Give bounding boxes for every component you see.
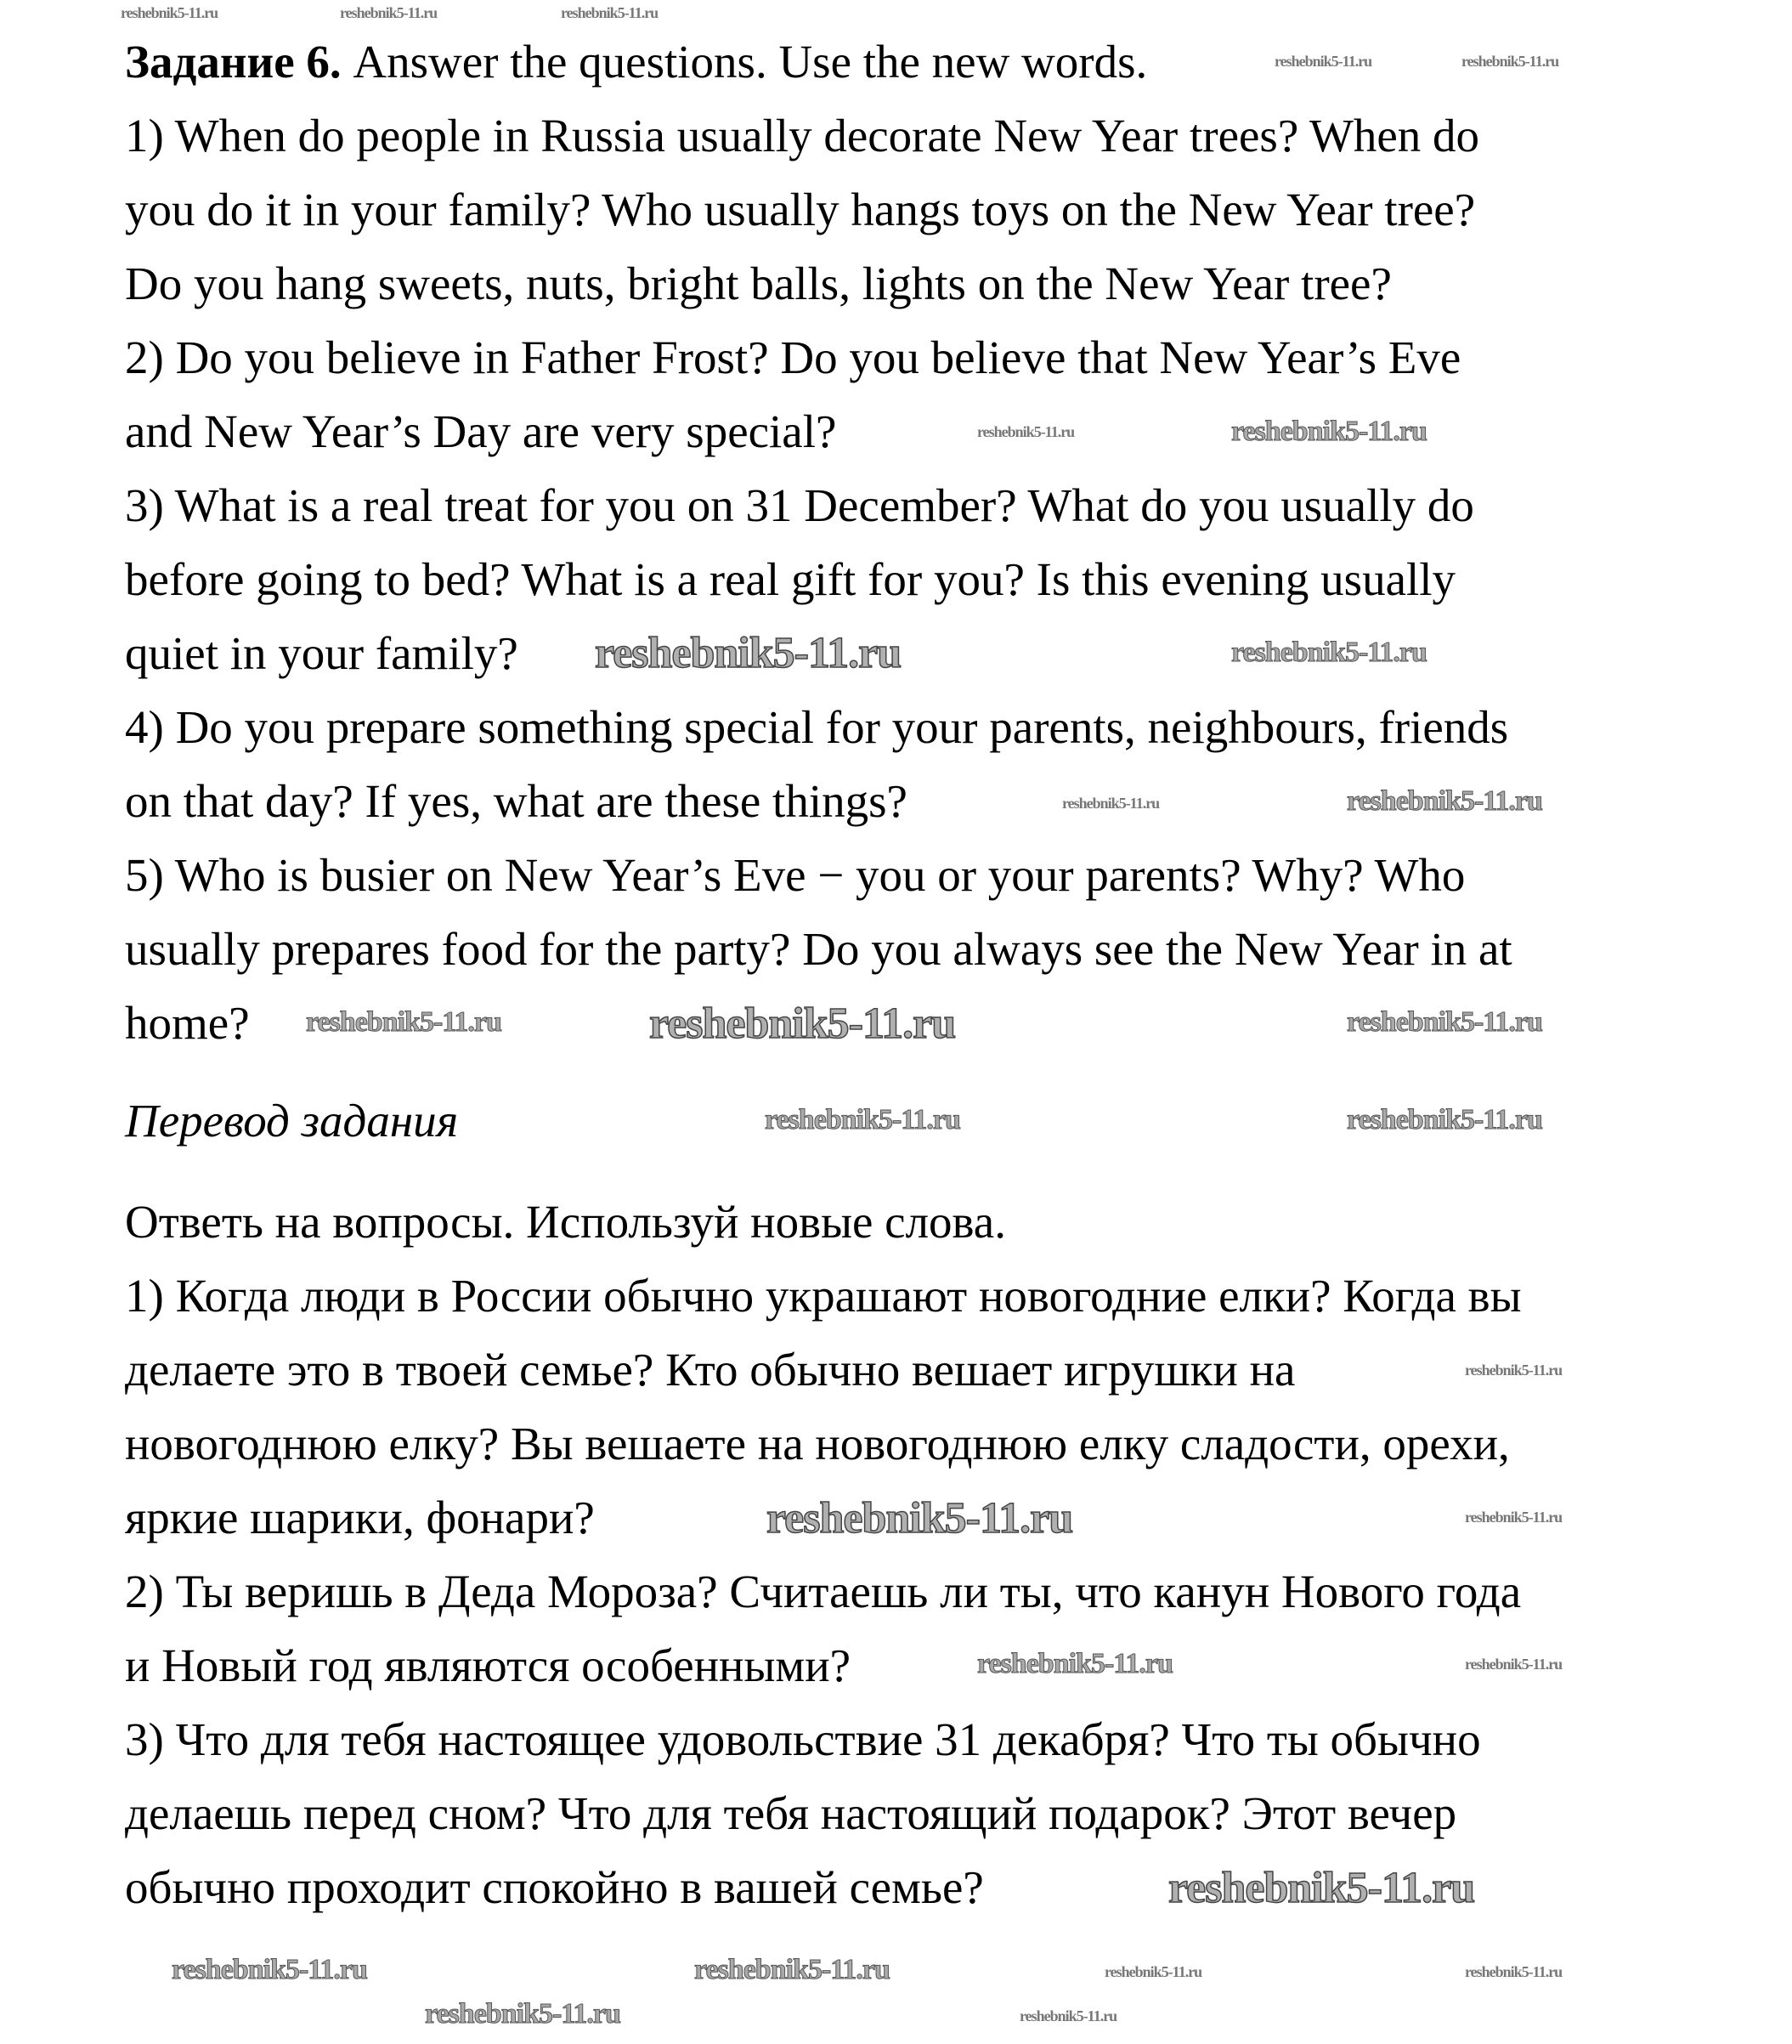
translation-line: яркие шарики, фонари? xyxy=(125,1492,595,1543)
watermark: reshebnik5-11.ru xyxy=(1231,416,1427,447)
translation-line: и Новый год являются особенными? xyxy=(125,1639,851,1691)
question-line: quiet in your family? xyxy=(125,627,518,679)
question-line: usually prepares food for the party? Do you always see the New Year in at xyxy=(125,923,1512,975)
watermark: reshebnik5-11.ru xyxy=(121,4,218,21)
watermark: reshebnik5-11.ru xyxy=(1231,637,1427,668)
question-line: 2) Do you believe in Father Frost? Do you believe that New Year’s Eve xyxy=(125,331,1461,383)
watermark: reshebnik5-11.ru xyxy=(694,1954,890,1985)
task-title xyxy=(125,25,1147,99)
watermark: reshebnik5-11.ru xyxy=(561,4,659,21)
translation-line: 3) Что для тебя настоящее удовольствие 31 декабря? Что ты обычно xyxy=(125,1713,1481,1765)
translation-line: 1) Когда люди в России обычно украшают новогодние елки? Когда вы xyxy=(125,1270,1522,1322)
watermark: reshebnik5-11.ru xyxy=(1465,1509,1563,1526)
question-line: home? xyxy=(125,997,250,1049)
translation-line: Ответь на вопросы. Используй новые слова. xyxy=(125,1196,1006,1248)
translation-line: обычно проходит спокойно в вашей семье? xyxy=(125,1861,984,1913)
watermark: reshebnik5-11.ru xyxy=(425,1998,620,2030)
question-line: 1) When do people in Russia usually decorate New Year trees? When do xyxy=(125,110,1480,161)
watermark: reshebnik5-11.ru xyxy=(1465,1362,1563,1379)
watermark: reshebnik5-11.ru xyxy=(172,1954,367,1985)
task-label: Задание 6. xyxy=(125,36,342,88)
watermark: reshebnik5-11.ru xyxy=(1347,1006,1542,1038)
question-line: and New Year’s Day are very special? xyxy=(125,405,837,457)
watermark: reshebnik5-11.ru xyxy=(1275,53,1372,70)
translation-line: 2) Ты веришь в Деда Мороза? Считаешь ли ты, что канун Нового года xyxy=(125,1566,1522,1617)
watermark: reshebnik5-11.ru xyxy=(649,999,956,1048)
watermark: reshebnik5-11.ru xyxy=(1347,1104,1542,1135)
question-line: 3) What is a real treat for you on 31 December? What do you usually do xyxy=(125,479,1474,531)
watermark: reshebnik5-11.ru xyxy=(340,4,438,21)
watermark: reshebnik5-11.ru xyxy=(306,1006,501,1038)
watermark: reshebnik5-11.ru xyxy=(1465,1656,1563,1673)
task-instruction: Answer the questions. Use the new words. xyxy=(341,36,1148,88)
watermark: reshebnik5-11.ru xyxy=(1062,795,1160,812)
watermark: reshebnik5-11.ru xyxy=(1020,2007,1117,2024)
translation-line: делаете это в твоей семье? Кто обычно вешает игрушки на xyxy=(125,1344,1296,1396)
question-line: 4) Do you prepare something special for your parents, neighbours, friends xyxy=(125,701,1509,753)
watermark: reshebnik5-11.ru xyxy=(765,1104,960,1135)
watermark: reshebnik5-11.ru xyxy=(1461,53,1559,70)
watermark: reshebnik5-11.ru xyxy=(595,629,902,677)
question-line: before going to bed? What is a real gift for you? Is this evening usually xyxy=(125,553,1456,605)
watermark: reshebnik5-11.ru xyxy=(1168,1864,1475,1912)
watermark: reshebnik5-11.ru xyxy=(977,1648,1173,1679)
question-line: you do it in your family? Who usually hangs toys on the New Year tree? xyxy=(125,184,1476,235)
translation-line: делаешь перед сном? Что для тебя настоящий подарок? Этот вечер xyxy=(125,1787,1457,1839)
translation-heading: Перевод задания xyxy=(125,1095,459,1147)
watermark: reshebnik5-11.ru xyxy=(1105,1963,1202,1980)
translation-line: новогоднюю елку? Вы вешаете на новогоднюю елку сладости, орехи, xyxy=(125,1418,1510,1469)
question-line: 5) Who is busier on New Year’s Eve − you or your parents? Why? Who xyxy=(125,849,1466,901)
watermark: reshebnik5-11.ru xyxy=(977,423,1075,440)
question-line: on that day? If yes, what are these things? xyxy=(125,775,907,827)
watermark: reshebnik5-11.ru xyxy=(1465,1963,1563,1980)
watermark: reshebnik5-11.ru xyxy=(1347,785,1542,817)
watermark: reshebnik5-11.ru xyxy=(766,1494,1073,1543)
question-line: Do you hang sweets, nuts, bright balls, lights on the New Year tree? xyxy=(125,258,1392,309)
